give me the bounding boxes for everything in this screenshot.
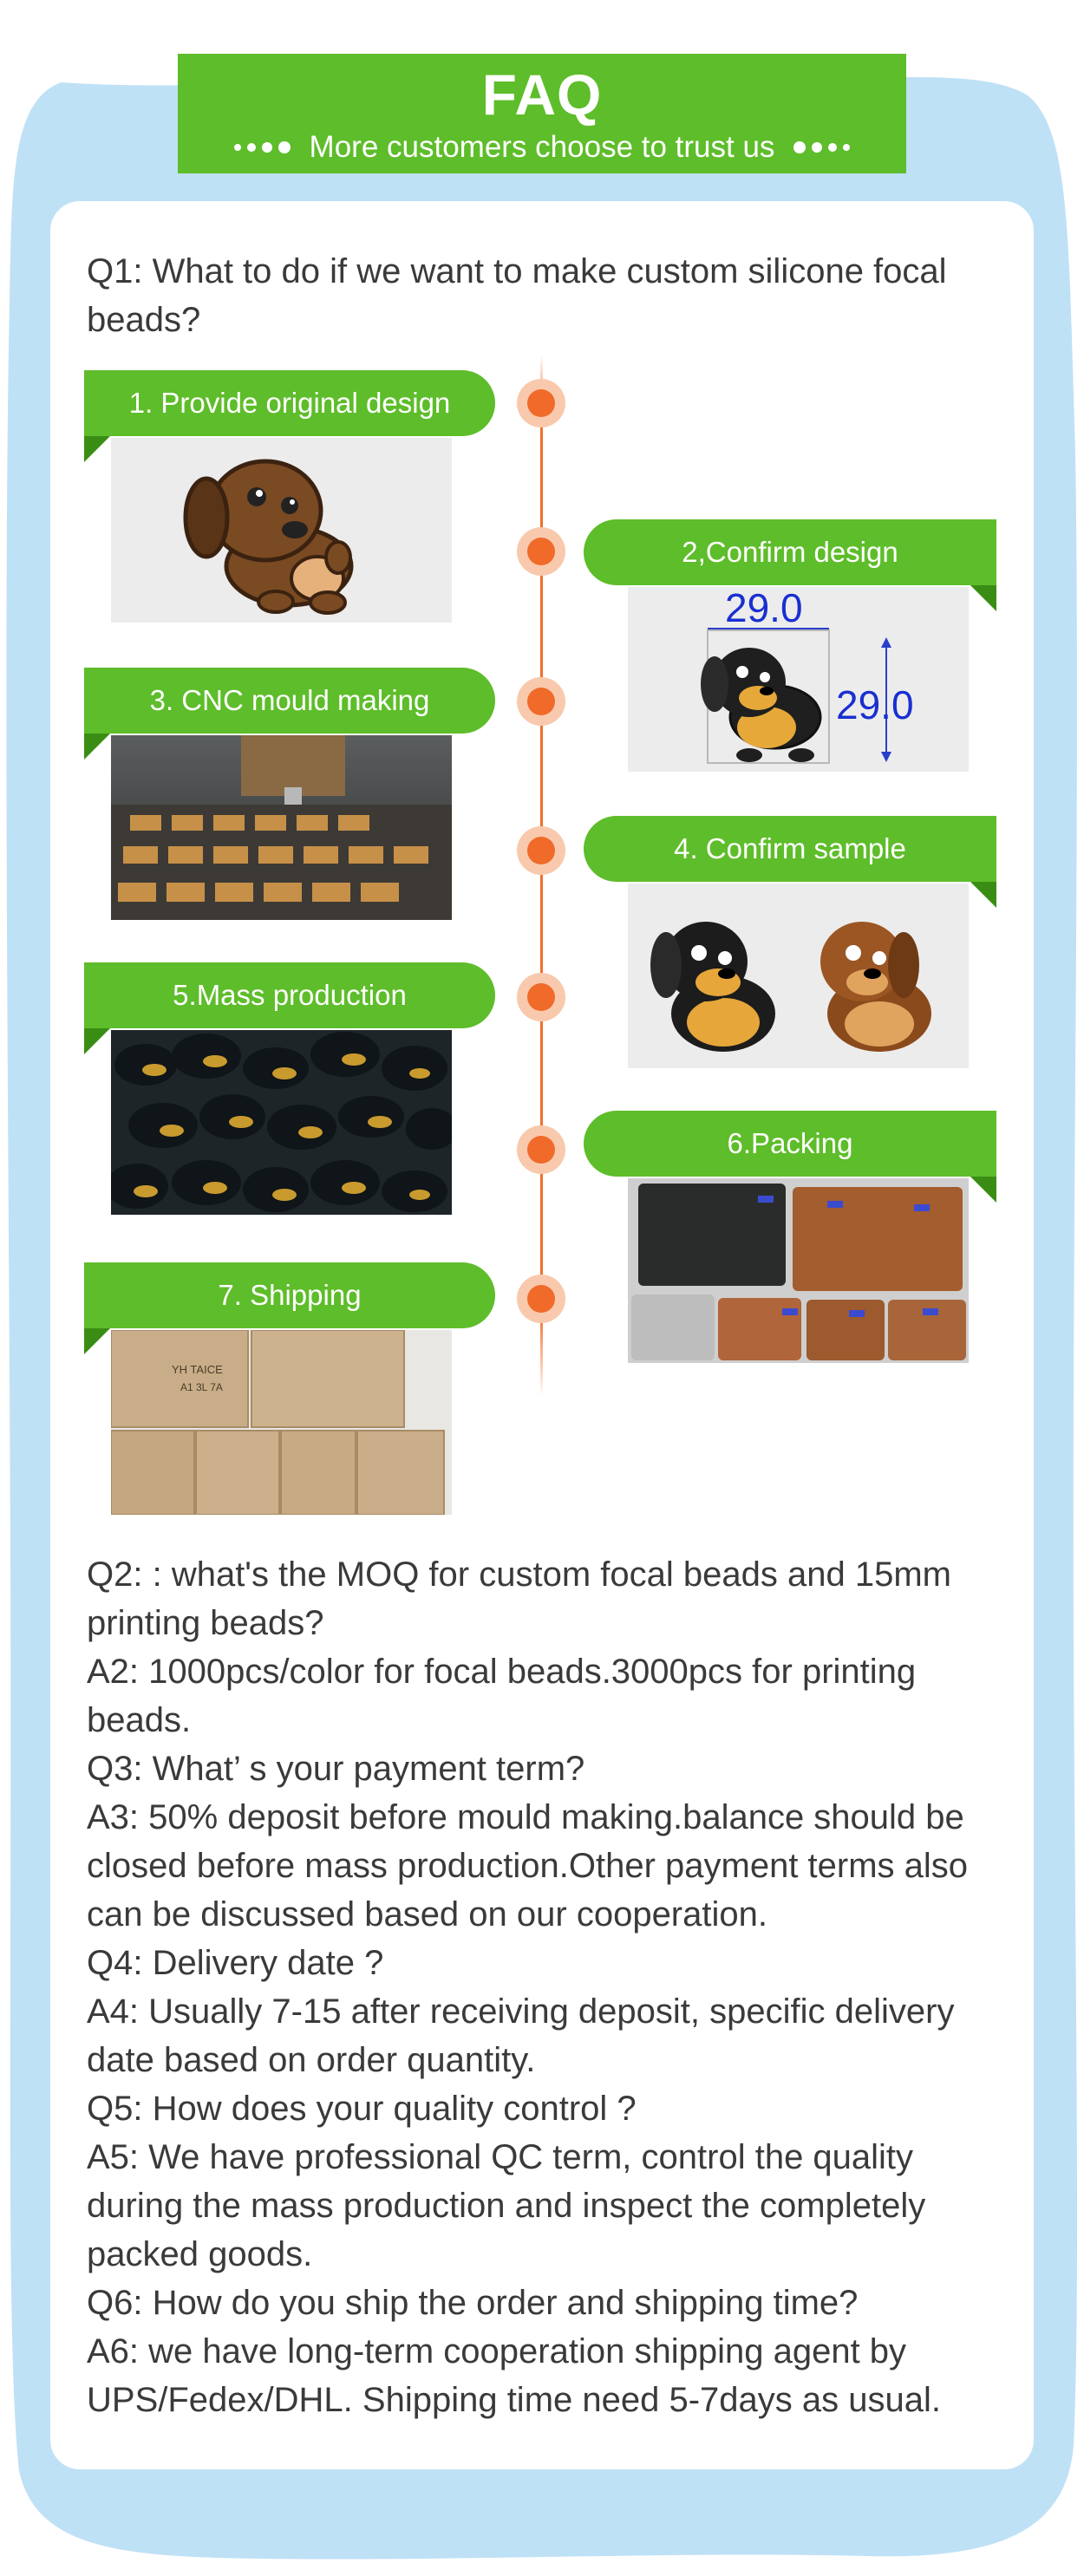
question-6: Q6: How do you ship the order and shipping time? [87,2284,859,2322]
dog-samples-image [628,884,969,1068]
answer-6: A6: we have long-term cooperation shipping agent by UPS/Fedex/DHL. Shipping time need 5-7days as usual. [87,2332,941,2419]
step-7-label: 7. Shipping [84,1262,495,1328]
answer-5: A5: We have professional QC term, control the quality during the mass production and inspect the completely packed goods. [87,2138,926,2273]
timeline-node-6 [517,1125,565,1174]
step-1-label: 1. Provide original design [84,370,495,436]
step-7-fold [84,1328,110,1354]
dimension-width-label: 29.0 [725,587,803,630]
question-1: Q1: What to do if we want to make custom silicone focal beads? [87,252,947,339]
answer-3: A3: 50% deposit before mould making.balance should be closed before mass production.Other payment terms also can be discussed based on our cooperation. [87,1798,969,1934]
step-6-fold [970,1177,996,1203]
shipping-boxes-image [111,1330,452,1515]
question-4: Q4: Delivery date ? [87,1944,384,1982]
timeline-node-1 [517,379,565,427]
dimensioned-dog-design-image [628,587,969,772]
step-1-fold [84,436,110,462]
faq-list [87,1550,1015,2424]
brown-dog-design-image [111,438,452,623]
question-2: Q2: : what's the MOQ for custom focal beads and 15mm printing beads? [87,1555,951,1642]
answer-4: A4: Usually 7-15 after receiving deposit, specific delivery date based on order quantity. [87,1992,955,2079]
timeline-node-4 [517,826,565,875]
faq-header-banner [178,54,906,173]
timeline-node-7 [517,1275,565,1323]
dots-right-icon [793,141,850,153]
step-4-label: 4. Confirm sample [584,816,996,882]
step-5-fold [84,1028,110,1054]
step-3-fold [84,734,110,760]
timeline-node-5 [517,973,565,1021]
box-brand-text: YH TAICE [172,1363,223,1376]
step-2-fold [970,585,996,611]
step-5-label: 5.Mass production [84,962,495,1028]
cnc-mould-image [111,735,452,920]
step-6-label: 6.Packing [584,1111,996,1177]
packed-bags-image [628,1178,969,1363]
mass-production-image [111,1030,452,1215]
faq-subtitle-row [178,130,906,165]
dots-left-icon [234,141,291,153]
faq-subtitle: More customers choose to trust us [309,130,775,164]
step-3-label: 3. CNC mould making [84,668,495,734]
step-4-fold [970,882,996,908]
answer-2: A2: 1000pcs/color for focal beads.3000pcs for printing beads. [87,1653,917,1739]
timeline-node-2 [517,527,565,576]
faq-title: FAQ [481,62,603,127]
question-3: Q3: What’ s your payment term? [87,1750,585,1788]
dimension-height-label: 29.0 [836,682,914,727]
box-code-text: A1 3L 7A [180,1381,223,1393]
question-5: Q5: How does your quality control ? [87,2090,637,2128]
step-2-label: 2,Confirm design [584,519,996,585]
timeline-node-3 [517,677,565,726]
timeline-line [540,355,543,1396]
